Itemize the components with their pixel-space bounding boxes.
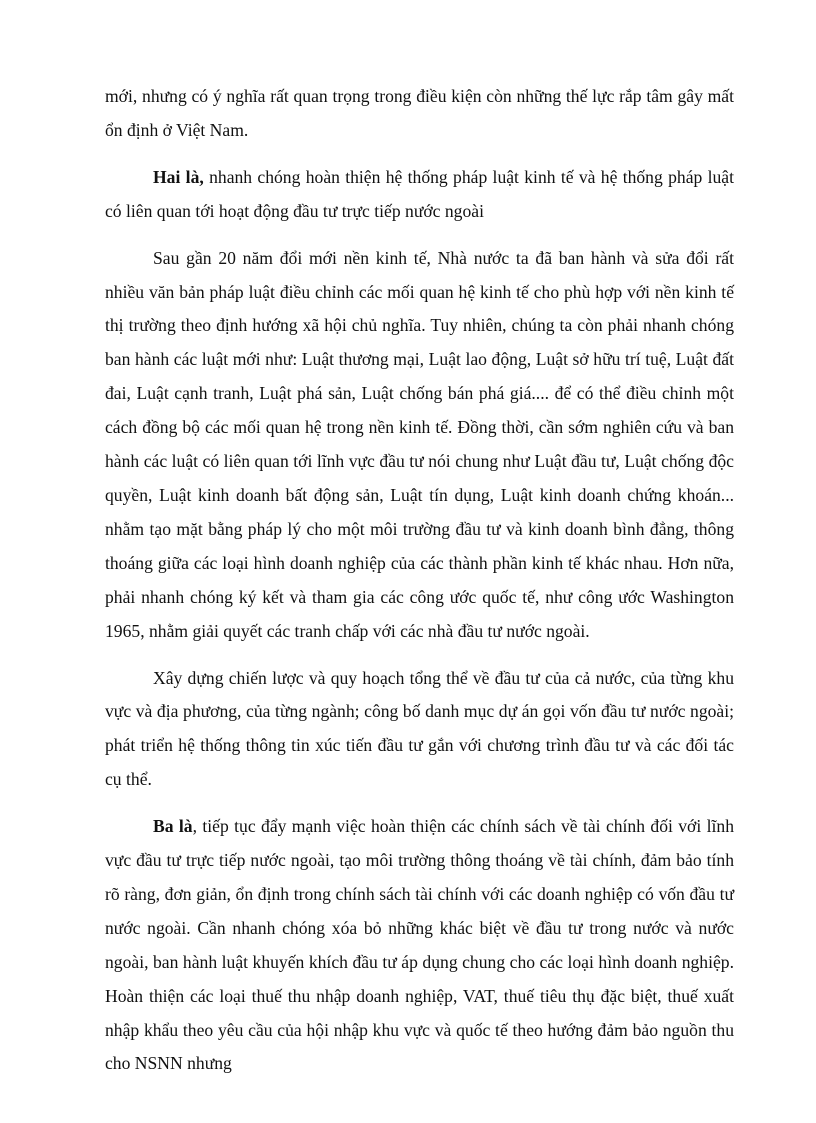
- paragraph-legal-reform: [105, 242, 734, 649]
- paragraph-investment-strategy: [105, 662, 734, 798]
- paragraph-text: Sau gần 20 năm đổi mới nền kinh tế, Nhà nước ta đã ban hành và sửa đổi rất nhiều văn bản pháp luật điều chỉnh các mối quan hệ kinh tế cho phù hợp với nền kinh tế thị trường theo định hướng xã hội chủ nghĩa. Tuy nhiên, chúng ta còn phải nhanh chóng ban hành các luật mới như: Luật thương mại, Luật lao động, Luật sở hữu trí tuệ, Luật đất đai, Luật cạnh tranh, Luật phá sản, Luật chống bán phá giá.... để có thể điều chỉnh một cách đồng bộ các mối quan hệ trong nền kinh tế. Đồng thời, cần sớm nghiên cứu và ban hành các luật có liên quan tới lĩnh vực đầu tư nói chung như Luật đầu tư, Luật chống độc quyền, Luật kinh doanh bất động sản, Luật tín dụng, Luật kinh doanh chứng khoán... nhằm tạo mặt bằng pháp lý cho một môi trường đầu tư và kinh doanh bình đẳng, thông thoáng giữa các loại hình doanh nghiệp của các thành phần kinh tế khác nhau. Hơn nữa, phải nhanh chóng ký kết và tham gia các công ước quốc tế, như công ước Washington 1965, nhằm giải quyết các tranh chấp với các nhà đầu tư nước ngoài.: [105, 247, 734, 641]
- paragraph-ba-la: [105, 810, 734, 1081]
- paragraph-text: Xây dựng chiến lược và quy hoạch tổng thể về đầu tư của cả nước, của từng khu vực và địa phương, của từng ngành; công bố danh mục dự án gọi vốn đầu tư nước ngoài; phát triển hệ thống thông tin xúc tiến đầu tư gắn với chương trình đầu tư và các đối tác cụ thể.: [105, 667, 734, 790]
- paragraph-text: nhanh chóng hoàn thiện hệ thống pháp luật kinh tế và hệ thống pháp luật có liên quan tới hoạt động đầu tư trực tiếp nước ngoài: [105, 166, 734, 221]
- paragraph-lead-hai-la: Hai là,: [153, 166, 204, 187]
- document-page: [105, 80, 734, 1081]
- paragraph-continuation: [105, 80, 734, 148]
- paragraph-text: , tiếp tục đẩy mạnh việc hoàn thiện các chính sách về tài chính đối với lĩnh vực đầu tư trực tiếp nước ngoài, tạo môi trường thông thoáng về tài chính, đảm bảo tính rõ ràng, đơn giản, ổn định trong chính sách tài chính với các doanh nghiệp có vốn đầu tư nước ngoài. Cần nhanh chóng xóa bỏ những khác biệt về đầu tư trong nước và nước ngoài, ban hành luật khuyến khích đầu tư áp dụng chung cho các loại hình doanh nghiệp. Hoàn thiện các loại thuế thu nhập doanh nghiệp, VAT, thuế tiêu thụ đặc biệt, thuế xuất nhập khẩu theo yêu cầu của hội nhập khu vực và quốc tế theo hướng đảm bảo nguồn thu cho NSNN nhưng: [105, 816, 735, 1074]
- paragraph-text: mới, nhưng có ý nghĩa rất quan trọng trong điều kiện còn những thế lực rắp tâm gây mất ổn định ở Việt Nam.: [105, 86, 734, 140]
- paragraph-hai-la: [105, 161, 734, 229]
- paragraph-lead-ba-la: Ba là: [153, 816, 193, 837]
